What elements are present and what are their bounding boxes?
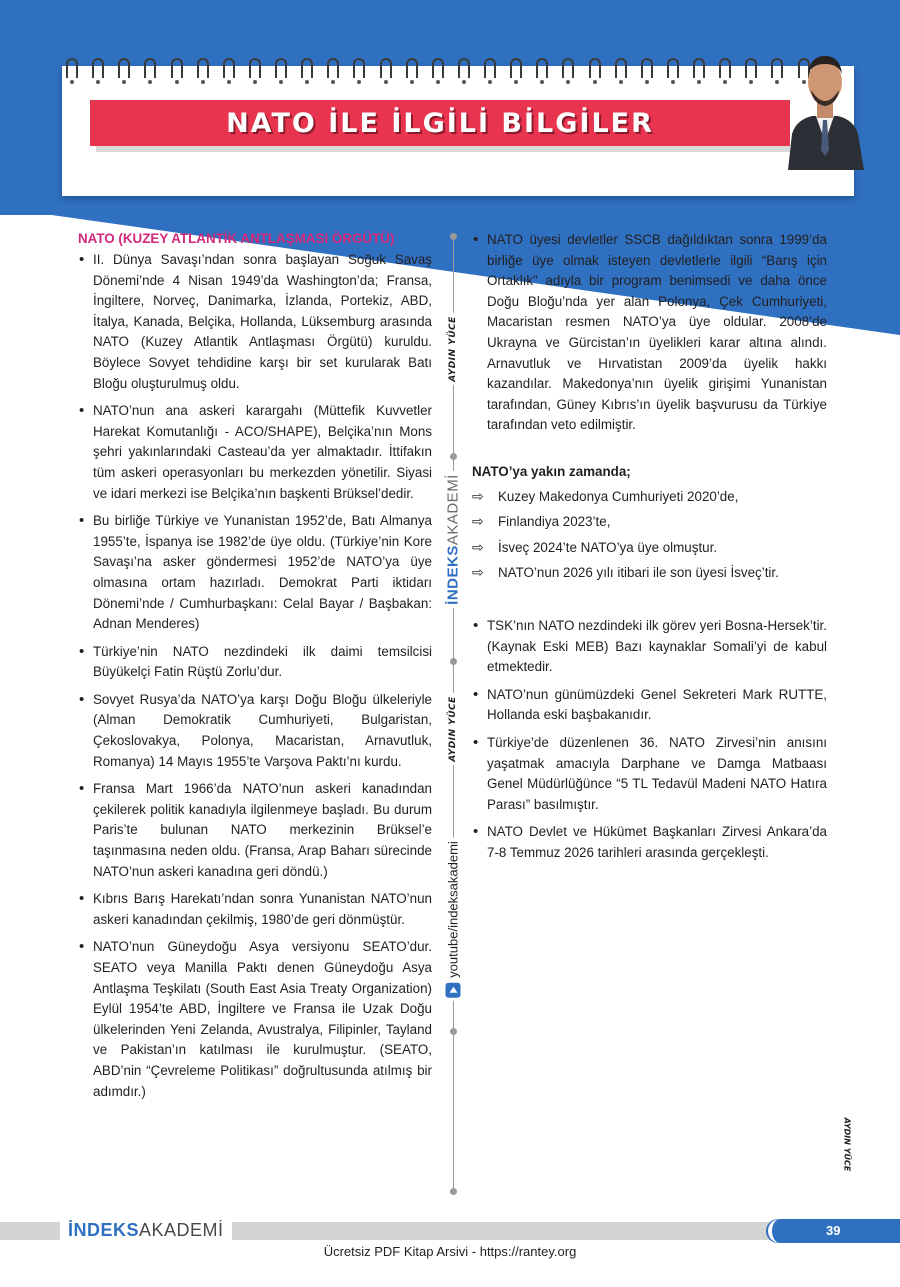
- left-column: [78, 230, 432, 1109]
- bullet-item: • NATO’nun ana askeri karargahı (Müttefik Kuvvetler Harekat Komutanlığı - ACO/SHAPE), Belçika’nın Mons şehri yakınlarındaki Casteau’da yer almaktadır. İttifakın tüm askeri operasyonları bu merkezden yönetilir. Siyasi ve idari merkezi ise Belçika’nın başkenti Brüksel’dedir.: [78, 401, 432, 504]
- binding-coil: [327, 58, 339, 78]
- binding-coil: [171, 58, 183, 78]
- binding-coil: [301, 58, 313, 78]
- bullet-item: • NATO’nun Güneydoğu Asya versiyonu SEATO’dur. SEATO veya Manilla Paktı denen Güneydoğu Asya Antlaşma Teşkilatı (South East Asia Treaty Organization) Eylül 1954’te ABD, İngiltere ve Fransa ile Uzak Doğu ülkelerinden Yeni Zelanda, Avustralya, Filipinler, Tayland ve Pakistan’ın katılması ile kurulmuştur. (SEATO, ABD’nin “Çevreleme Politikası” doğrultusunda atılmış bir adımdır.): [78, 937, 432, 1102]
- binding-coil: [458, 58, 470, 78]
- author-name-vertical: AYDIN YÜCE: [444, 313, 462, 385]
- recent-member-text: NATO’nun 2026 yılı itibari ile son üyesi İsveç’tir.: [498, 565, 779, 581]
- divider-dot: [450, 1028, 457, 1035]
- footer-brand-strong: İNDEKS: [68, 1220, 140, 1240]
- binding-coil: [92, 58, 104, 78]
- binding-coil: [615, 58, 627, 78]
- bullet-item: • NATO üyesi devletler SSCB dağıldıktan sonra 1999’da birliğe üye olmak isteyen devletlerle ilgili “Barış için Ortaklık” adıyla bir program benimsedi ve daha önce Doğu Bloğu’nda yer alan Polonya, Çek Cumhuriyeti, Macaristan resmen NATO’ya üye oldular. 2008’de Ukrayna ve Gürcistan’ın üyelikleri karar altına alındı. Arnavutluk ve Hırvatistan 2009’da üyelik hakkı kazandılar. Makedonya’nın üyelik girişimi Yunanistan tarafından, Güney Kıbrıs’ın üyelik başvurusu da Türkiye tarafından veto edilmiştir.: [472, 230, 827, 436]
- binding-coil: [589, 58, 601, 78]
- binding-coil: [693, 58, 705, 78]
- recent-member-item: [472, 484, 827, 510]
- left-bullet-list: [78, 250, 432, 1102]
- binding-coil: [380, 58, 392, 78]
- side-signature: AYDIN YÜCE: [842, 1117, 852, 1172]
- bullet-item: • Kıbrıs Barış Harekatı’ndan sonra Yunanistan NATO’nun askeri kanadından çekilmiş, 1980’de geri dönmüştür.: [78, 889, 432, 930]
- bullet-item: • Fransa Mart 1966’da NATO’nun askeri kanadından çekilerek politik kanadıyla ilgilenmeye başladı. Bu durum Paris’te bulunan NATO merkezinin Brüksel’e taşınmasına neden oldu. (Fransa, Arap Baharı sürecinde NATO’nun askeri kanadına geri döndü.): [78, 779, 432, 882]
- page-number: 39: [768, 1219, 900, 1243]
- brand-vertical: [441, 471, 466, 608]
- footer-source-url[interactable]: Ücretsiz PDF Kitap Arsivi - https://rantey.org: [323, 1244, 577, 1259]
- bullet-item: • NATO Devlet ve Hükümet Başkanları Zirvesi Ankara’da 7-8 Temmuz 2026 tarihleri arasında gerçekleşti.: [472, 822, 827, 863]
- section-heading-nato: NATO (KUZEY ATLANTİK ANTLAŞMASI ÖRGÜTÜ): [78, 231, 395, 246]
- binding-coil: [536, 58, 548, 78]
- binding-coil: [510, 58, 522, 78]
- recent-member-item: [472, 509, 827, 535]
- binding-coil: [562, 58, 574, 78]
- binding-coil: [66, 58, 78, 78]
- bullet-item: • II. Dünya Savaşı’ndan sonra başlayan Soğuk Savaş Dönemi’nde 4 Nisan 1949’da Washington’da; Fransa, İngiltere, Norveç, Danimarka, İzlanda, Portekiz, ABD, İtalya, Kanada, Belçika, Hollanda, Lüksemburg arasında NATO (Kuzey Atlantik Antlaşması Örgütü) kuruldu. Böylece Sovyet tehdidine karşı bir set kurularak Batı Bloğu oluşturulmuş oldu.: [78, 250, 432, 394]
- binding-coil: [275, 58, 287, 78]
- youtube-channel-text: youtube/indeksakademi: [445, 841, 461, 978]
- binding-coil: [353, 58, 365, 78]
- recent-members-list: [472, 484, 827, 586]
- recent-member-text: Finlandiya 2023’te,: [498, 514, 611, 530]
- arrow-right-icon: ⇨: [472, 538, 484, 555]
- arrow-right-icon: ⇨: [472, 564, 484, 581]
- bullet-item: • Bu birliğe Türkiye ve Yunanistan 1952’de, Batı Almanya 1955’te, İspanya ise 1982’de üye oldu. (Türkiye’nin Kore Savaşı’na asker göndermesi 1952’de NATO’ya üye olmasına ortam hazırladı. Demokrat Parti iktidarı Dönemi’nde / Cumhurbaşkanı: Celal Bayar / Başbakan: Adnan Menderes): [78, 511, 432, 635]
- right-intro-list: [472, 230, 827, 436]
- youtube-icon: [446, 983, 461, 998]
- author-name-vertical: AYDIN YÜCE: [444, 693, 462, 765]
- bullet-item: • Türkiye’nin NATO nezdindeki ilk daimi temsilcisi Büyükelçi Fatin Rüştü Zorlu’dur.: [78, 642, 432, 683]
- binding-coil: [667, 58, 679, 78]
- arrow-right-icon: ⇨: [472, 513, 484, 530]
- bullet-item: • Türkiye’de düzenlenen 36. NATO Zirvesi’nin anısını yaşatmak amacıyla Darphane ve Damga Matbaası Genel Müdürlüğünce “5 TL Tedavül Madeni NATO Hatıra Parası” basılmıştır.: [472, 733, 827, 815]
- divider-dot: [450, 1188, 457, 1195]
- divider-dot: [450, 453, 457, 460]
- footer-brand: [60, 1216, 232, 1244]
- bullet-item: • NATO’nun günümüzdeki Genel Sekreteri Mark RUTTE, Hollanda eski başbakanıdır.: [472, 685, 827, 726]
- title-banner: [90, 100, 790, 146]
- recent-member-item: [472, 560, 827, 586]
- binding-coil: [641, 58, 653, 78]
- arrow-right-icon: ⇨: [472, 487, 484, 504]
- author-portrait: [782, 38, 868, 170]
- recent-members-heading: NATO’ya yakın zamanda;: [472, 463, 631, 479]
- binding-coil: [432, 58, 444, 78]
- title-shadow: [96, 146, 790, 152]
- footer-brand-light: AKADEMİ: [139, 1220, 224, 1240]
- recent-member-text: Kuzey Makedonya Cumhuriyeti 2020’de,: [498, 488, 739, 504]
- binding-coil: [197, 58, 209, 78]
- binding-coil: [118, 58, 130, 78]
- binding-coil: [745, 58, 757, 78]
- right-column: [472, 230, 827, 870]
- recent-member-text: İsveç 2024’te NATO’ya üye olmuştur.: [498, 539, 718, 555]
- page-title: NATO İLE İLGİLİ BİLGİLER: [226, 107, 654, 139]
- binding-coil: [484, 58, 496, 78]
- divider-dot: [450, 658, 457, 665]
- bullet-item: • TSK’nın NATO nezdindeki ilk görev yeri Bosna-Hersek’tir. (Kaynak Eski MEB) Bazı kaynaklar Somali’yi de kabul etmektedir.: [472, 616, 827, 678]
- recent-member-item: [472, 535, 827, 561]
- binding-coil: [406, 58, 418, 78]
- bullet-item: • Sovyet Rusya’da NATO’ya karşı Doğu Bloğu ülkeleriyle (Alman Demokratik Cumhuriyeti, Bulgaristan, Çekoslovakya, Polonya, Macaristan, Arnavutluk, Romanya) 14 Mayıs 1955’te Varşova Paktı’nı kurdu.: [78, 690, 432, 772]
- youtube-channel-vertical: [442, 838, 465, 1001]
- brand-light: AKADEMİ: [444, 474, 462, 546]
- right-more-list: [472, 616, 827, 864]
- binding-coil: [144, 58, 156, 78]
- spiral-binding: [66, 58, 836, 84]
- binding-coil: [719, 58, 731, 78]
- brand-strong: İNDEKS: [444, 545, 462, 605]
- divider-dot: [450, 233, 457, 240]
- binding-coil: [249, 58, 261, 78]
- binding-coil: [223, 58, 235, 78]
